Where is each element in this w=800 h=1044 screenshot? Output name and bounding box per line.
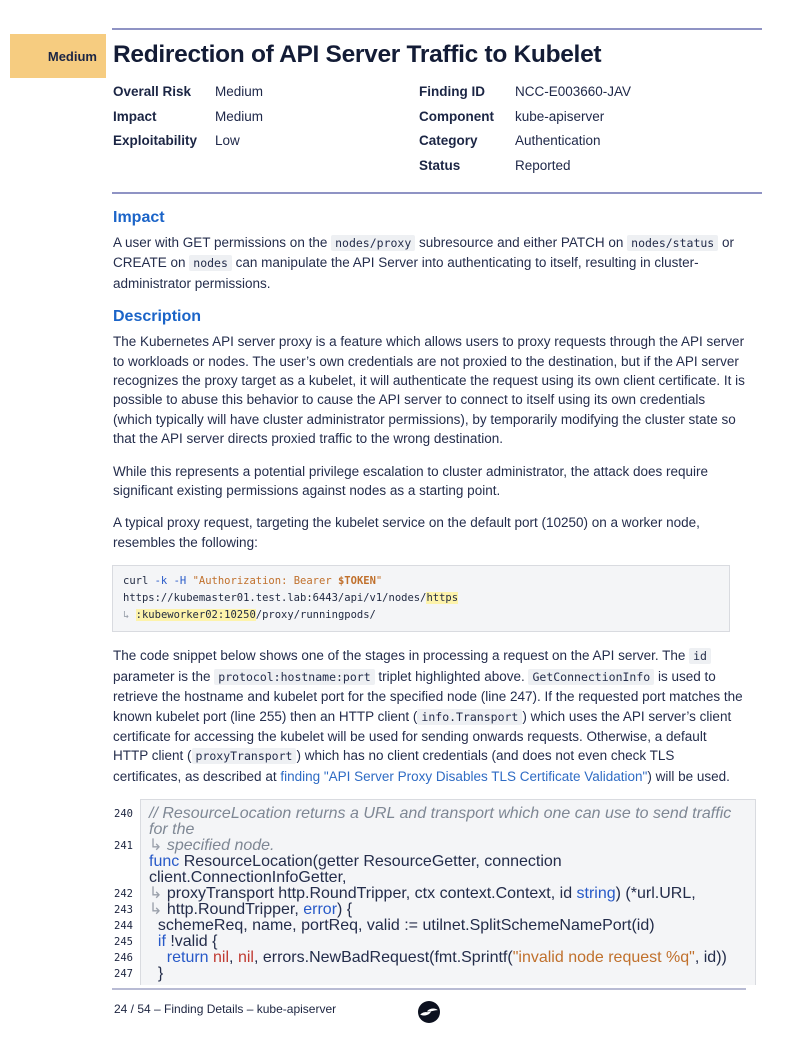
code-token: $TOKEN — [337, 575, 376, 588]
code-token: return — [166, 949, 209, 967]
meta-row — [419, 84, 631, 99]
inline-code: proxyTransport — [192, 748, 297, 764]
line-number: 243 — [114, 904, 133, 917]
sections — [112, 209, 762, 985]
meta-value: NCC-E003660-JAV — [515, 84, 632, 99]
finding-page — [112, 28, 762, 985]
line-number: 247 — [114, 968, 133, 981]
severity-badge-label: Medium — [47, 48, 97, 64]
text-run: parameter is the — [113, 668, 215, 684]
text-run: subresource and either PATCH on — [415, 235, 628, 250]
code-token: ↳ — [123, 609, 136, 622]
highlight-token: https — [426, 592, 459, 605]
line-number — [112, 822, 140, 838]
text-run: ) will be used. — [647, 768, 730, 784]
code-token: ResourceLocation(getter ResourceGetter, connection client.ConnectionInfoGetter, — [149, 853, 567, 887]
inline-code: protocol:hostname:port — [214, 669, 374, 685]
code-token: "invalid node request %q" — [512, 949, 695, 967]
section-heading-impact: Impact — [113, 209, 165, 226]
line-number — [112, 854, 140, 870]
code-token: curl — [123, 575, 155, 588]
highlight-token: :kubeworker02:10250 — [135, 609, 256, 622]
code-block — [112, 565, 730, 632]
code-token: https://kubemaster01.test.lab:6443/api/v1/nodes/ — [123, 575, 427, 605]
code-token: ↳ — [149, 885, 167, 903]
meta-value: kube-apiserver — [515, 108, 605, 124]
code-line — [149, 934, 747, 950]
paragraph — [113, 332, 745, 448]
code-token: !valid { — [165, 933, 218, 951]
page-title: Redirection of API Server Traffic to Kubelet — [113, 41, 602, 68]
code-line — [149, 982, 747, 985]
meta-value: Low — [215, 133, 240, 148]
code-line — [149, 854, 747, 886]
meta-right — [419, 84, 631, 182]
code-token — [149, 933, 158, 950]
line-number: 240 — [114, 808, 133, 821]
code-token: } — [149, 965, 164, 983]
text-run: or CREATE on — [113, 235, 734, 271]
code-token: , — [229, 949, 238, 967]
code-line — [149, 918, 747, 934]
text-run: A typical proxy request, targeting the kubelet service on the default port (10250) on a worker node, resembles the following: — [113, 515, 700, 550]
meta-label: Overall Risk — [113, 84, 192, 99]
inline-code: nodes — [189, 255, 232, 271]
line-number — [112, 870, 140, 886]
code-token: proxyTransport http.RoundTripper, ctx context.Context, id — [166, 885, 577, 903]
paragraph — [113, 462, 745, 501]
code-token: ↳ — [149, 837, 167, 855]
code-token: nil — [237, 949, 254, 967]
meta-row — [113, 84, 419, 99]
severity-badge — [10, 34, 106, 78]
code-token: if — [157, 933, 166, 951]
page-footer — [112, 988, 746, 1016]
text-run: The Kubernetes API server proxy is a feature which allows users to proxy requests through the API server to workloads or nodes. The user’s own credentials are not proxied to the destination, but if the API server recognizes the proxy target as a kubelet, it will authenticate the request using its own client certificate. It is possible to abuse this behavior to cause the API server to connect to itself using its own credentials (which typically will have cluster administrator permissions), by temporarily modifying the cluster state so that the API server directs proxied traffic to the wrong destination. — [113, 334, 745, 447]
code-token: ↳ — [149, 901, 167, 919]
meta-label: Category — [419, 133, 478, 148]
line-number-gutter — [112, 799, 140, 985]
code-token: , errors.NewBadRequest(fmt.Sprintf( — [253, 949, 513, 967]
inline-code: GetConnectionInfo — [528, 669, 654, 685]
meta-label: Impact — [113, 108, 157, 124]
section-heading-description: Description — [113, 308, 202, 326]
code-area — [140, 799, 756, 985]
inline-code: nodes/proxy — [331, 235, 415, 251]
finding-link[interactable]: finding "API Server Proxy Disables TLS Certificate Validation" — [280, 768, 648, 784]
meta-row — [113, 109, 419, 124]
paragraph — [113, 513, 745, 552]
code-token: ) { — [337, 901, 353, 919]
code-line — [123, 607, 719, 624]
code-token: schemeReq, name, portReq, valid := utilnet.SplitSchemeNamePort(id) — [149, 917, 655, 935]
inline-code: info.Transport — [417, 709, 522, 725]
line-number: 241 — [114, 840, 133, 853]
meta-value: Authentication — [515, 133, 601, 148]
text-run: is used to retrieve the hostname and kubelet port for the specified node (line 247). If the requested port matches the known kubelet port (line 255) then an HTTP client ( — [113, 668, 743, 724]
paragraph — [113, 233, 745, 293]
text-run: triplet highlighted above. — [374, 668, 529, 684]
code-token: -k — [154, 575, 168, 588]
code-line — [149, 966, 747, 982]
code-line — [149, 950, 747, 966]
meta-row — [113, 133, 419, 148]
finding-meta — [112, 84, 762, 192]
meta-value: Medium — [215, 108, 264, 124]
meta-label: Exploitability — [113, 133, 198, 148]
code-token: http.RoundTripper, — [166, 901, 304, 919]
line-number: 246 — [114, 952, 133, 965]
meta-label: Status — [419, 157, 461, 173]
paragraph — [113, 646, 745, 786]
code-line — [149, 886, 747, 902]
inline-code: id — [689, 648, 711, 664]
code-line — [149, 806, 747, 838]
code-line — [149, 902, 747, 918]
code-line — [149, 838, 747, 854]
meta-value: Reported — [515, 157, 571, 173]
meta-value: Medium — [215, 84, 264, 99]
text-run: A user with GET permissions on the — [113, 235, 332, 250]
meta-label: Component — [419, 108, 494, 124]
code-token — [149, 949, 167, 966]
code-token: nil — [213, 949, 230, 967]
code-block-numbered — [112, 799, 756, 985]
meta-row — [419, 109, 631, 124]
text-run: can manipulate the API Server into authenticating to itself, resulting in cluster-administrator permissions. — [113, 255, 699, 291]
code-token: specified node. — [166, 837, 275, 855]
top-rule — [112, 28, 762, 30]
code-token: error — [303, 901, 338, 919]
code-token: , id)) — [694, 949, 727, 967]
code-token: string — [576, 885, 616, 903]
meta-bottom-rule — [112, 192, 762, 194]
line-number: 244 — [114, 920, 133, 933]
line-number: 245 — [114, 936, 133, 949]
code-token: ) (*url.URL, — [615, 885, 696, 903]
text-run: ) which has no client credentials (and does not even check TLS certificates, as described at — [113, 748, 675, 784]
inline-code: nodes/status — [627, 235, 718, 251]
text-run: While this represents a potential privilege escalation to cluster administrator, the attack does require significant existing permissions against nodes as a starting point. — [113, 463, 709, 499]
footer-rule — [112, 988, 746, 990]
line-number: 242 — [114, 888, 133, 901]
code-token: -H — [173, 575, 187, 588]
code-token: " — [375, 575, 383, 588]
ncc-group-logo-icon — [417, 1000, 441, 1024]
code-token: // ResourceLocation returns a URL and transport which one can use to send traffic for the — [149, 805, 736, 839]
code-token: func — [149, 853, 180, 871]
code-token: /proxy/runningpods/ — [255, 609, 376, 622]
meta-label: Finding ID — [419, 84, 485, 99]
line-number — [112, 982, 140, 985]
text-run: The code snippet below shows one of the stages in processing a request on the API server. The — [113, 648, 690, 664]
footer-page-label: 24 / 54 – Finding Details – kube-apiserver — [114, 1002, 337, 1016]
meta-row — [419, 133, 631, 148]
text-run: ) which uses the API server’s client certificate for accessing the kubelet will be used for sending onwards requests. Otherwise, a default HTTP client ( — [113, 708, 732, 764]
meta-left — [113, 84, 419, 182]
meta-row — [419, 158, 631, 173]
code-line — [123, 573, 719, 607]
code-token: "Authorization: Bearer — [192, 575, 338, 588]
